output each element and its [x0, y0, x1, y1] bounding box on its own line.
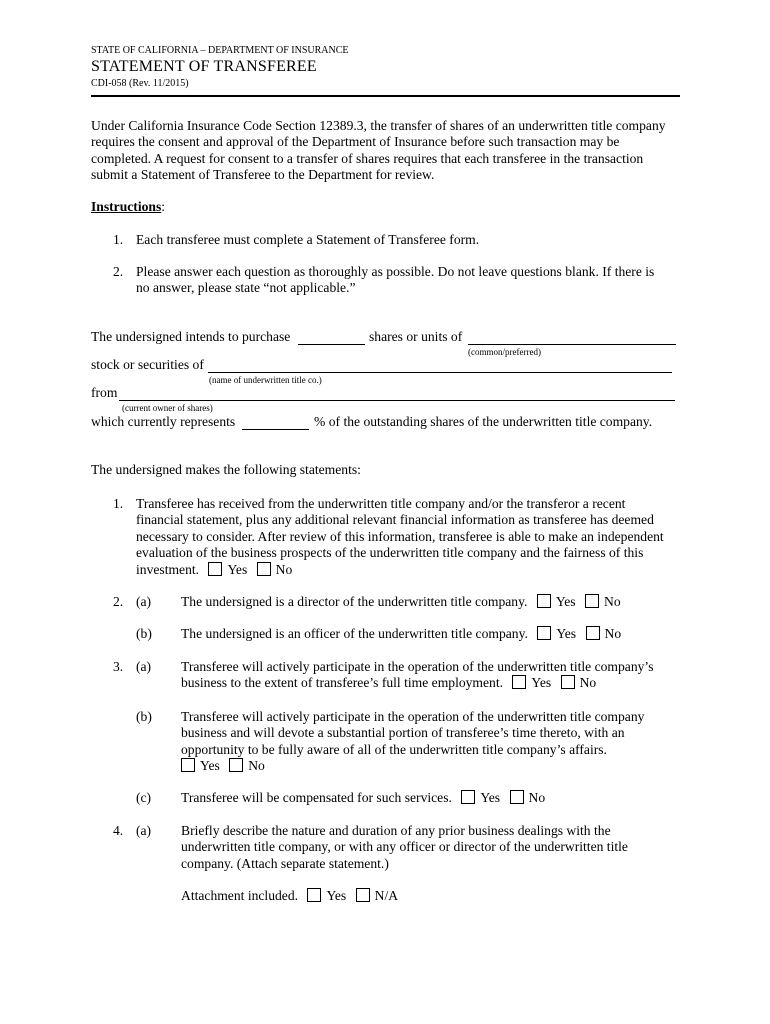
no-checkbox[interactable] — [510, 790, 524, 804]
sub-label: (c) — [136, 790, 152, 805]
yes-checkbox[interactable] — [512, 675, 526, 689]
no-option[interactable]: No — [585, 594, 621, 609]
intro-line: Under California Insurance Code Section 12389.3, the transfer of shares of an underwritten title company — [91, 118, 666, 133]
yes-option[interactable]: Yes — [208, 562, 247, 577]
statement-number: 1. — [113, 496, 124, 511]
instruction-number: 2. — [113, 264, 124, 279]
statement-3c: Transferee will be compensated for such services. Yes No — [181, 790, 546, 805]
sub-label: (a) — [136, 594, 152, 609]
yes-checkbox[interactable] — [537, 626, 551, 640]
yes-option[interactable]: Yes — [181, 758, 220, 773]
sub-label: (b) — [136, 709, 152, 724]
intro-line: requires the consent and approval of the Department of Insurance before such transaction may be — [91, 134, 620, 150]
sub-label: (b) — [136, 626, 152, 641]
statement-4a: Briefly describe the nature and duration of any prior business dealings with the underwritten title company, or with any officer or director of the underwritten title company. (Attach separate statement.) — [181, 823, 628, 871]
yes-checkbox[interactable] — [181, 758, 195, 772]
statement-number: 3. — [113, 659, 124, 674]
yes-option[interactable]: Yes — [512, 675, 551, 690]
instruction-number: 1. — [113, 232, 124, 247]
statement-3b: Transferee will actively participate in the operation of the underwritten title company business and will devote a substantial portion of transferee’s time thereto, with an opportunity to be fully aware of all of the underwritten title company’s affairs. Yes No — [181, 709, 645, 774]
statement-number: 2. — [113, 594, 124, 609]
instruction-item: Please answer each question as thoroughly as possible. Do not leave questions blank. If there is no answer, please state “not applicable.” — [136, 264, 655, 296]
statement-2a: The undersigned is a director of the underwritten title company. Yes No — [181, 594, 621, 609]
no-checkbox[interactable] — [229, 758, 243, 772]
form-title: STATEMENT OF TRANSFEREE — [91, 58, 317, 75]
yes-option[interactable]: Yes — [307, 888, 346, 903]
no-option[interactable]: No — [586, 626, 622, 641]
intro-paragraph — [91, 118, 691, 184]
shares-of-label: shares or units of — [369, 329, 463, 344]
yes-option[interactable]: Yes — [537, 626, 576, 641]
agency-name: STATE OF CALIFORNIA – DEPARTMENT OF INSURANCE — [91, 45, 349, 56]
no-option[interactable]: No — [561, 675, 597, 690]
yes-checkbox[interactable] — [307, 888, 321, 902]
no-checkbox[interactable] — [585, 594, 599, 608]
yes-option[interactable]: Yes — [537, 594, 576, 609]
form-id: CDI-058 (Rev. 11/2015) — [91, 78, 189, 89]
header-rule — [91, 95, 680, 97]
instruction-item: Each transferee must complete a Statement of Transferee form. — [136, 232, 480, 247]
intro-line: completed. A request for consent to a transfer of shares requires that each transferee in the transaction — [91, 150, 644, 166]
current-owner-field[interactable] — [119, 400, 675, 401]
instructions-heading-text: Instructions — [91, 199, 162, 214]
company-name-field[interactable] — [208, 372, 672, 373]
statement-1: Transferee has received from the underwritten title company and/or the transferor a recent financial statement, plus any additional relevant financial information as transferee has deemed necessary to consider. After review of this information, transferee is able to make an independent evaluation of the business prospects of the underwritten title company and the fairness of this investment. Yes No — [136, 496, 664, 577]
yes-checkbox[interactable] — [208, 562, 222, 576]
sub-label: (a) — [136, 659, 152, 674]
common-preferred-hint: (common/preferred) — [468, 347, 541, 357]
current-owner-hint: (current owner of shares) — [122, 403, 213, 413]
attachment-line: Attachment included. Yes N/A — [181, 888, 399, 903]
statement-3a: Transferee will actively participate in the operation of the underwritten title company’s business to the extent of transferee’s full time employment. Yes No — [181, 659, 654, 691]
stock-of-label: stock or securities of — [91, 357, 204, 372]
percent-label: % of the outstanding shares of the underwritten title company. — [314, 414, 653, 429]
sub-label: (a) — [136, 823, 152, 838]
company-name-hint: (name of underwritten title co.) — [209, 375, 322, 385]
from-label: from — [91, 385, 118, 400]
shares-count-field[interactable] — [298, 344, 365, 345]
instructions-heading: Instructions: — [91, 199, 166, 214]
statements-intro: The undersigned makes the following statements: — [91, 462, 361, 477]
share-type-field[interactable] — [468, 344, 676, 345]
no-option[interactable]: No — [257, 562, 293, 577]
no-checkbox[interactable] — [586, 626, 600, 640]
intends-label: The undersigned intends to purchase — [91, 329, 291, 344]
na-checkbox[interactable] — [356, 888, 370, 902]
no-checkbox[interactable] — [561, 675, 575, 689]
statement-number: 4. — [113, 823, 124, 838]
no-checkbox[interactable] — [257, 562, 271, 576]
na-option[interactable]: N/A — [356, 888, 398, 903]
statement-2b: The undersigned is an officer of the underwritten title company. Yes No — [181, 626, 622, 641]
represents-label: which currently represents — [91, 414, 236, 429]
intro-line: submit a Statement of Transferee to the Department for review. — [91, 167, 435, 183]
no-option[interactable]: No — [229, 758, 265, 773]
yes-option[interactable]: Yes — [461, 790, 500, 805]
yes-checkbox[interactable] — [461, 790, 475, 804]
percent-field[interactable] — [242, 429, 309, 430]
no-option[interactable]: No — [510, 790, 546, 805]
yes-checkbox[interactable] — [537, 594, 551, 608]
